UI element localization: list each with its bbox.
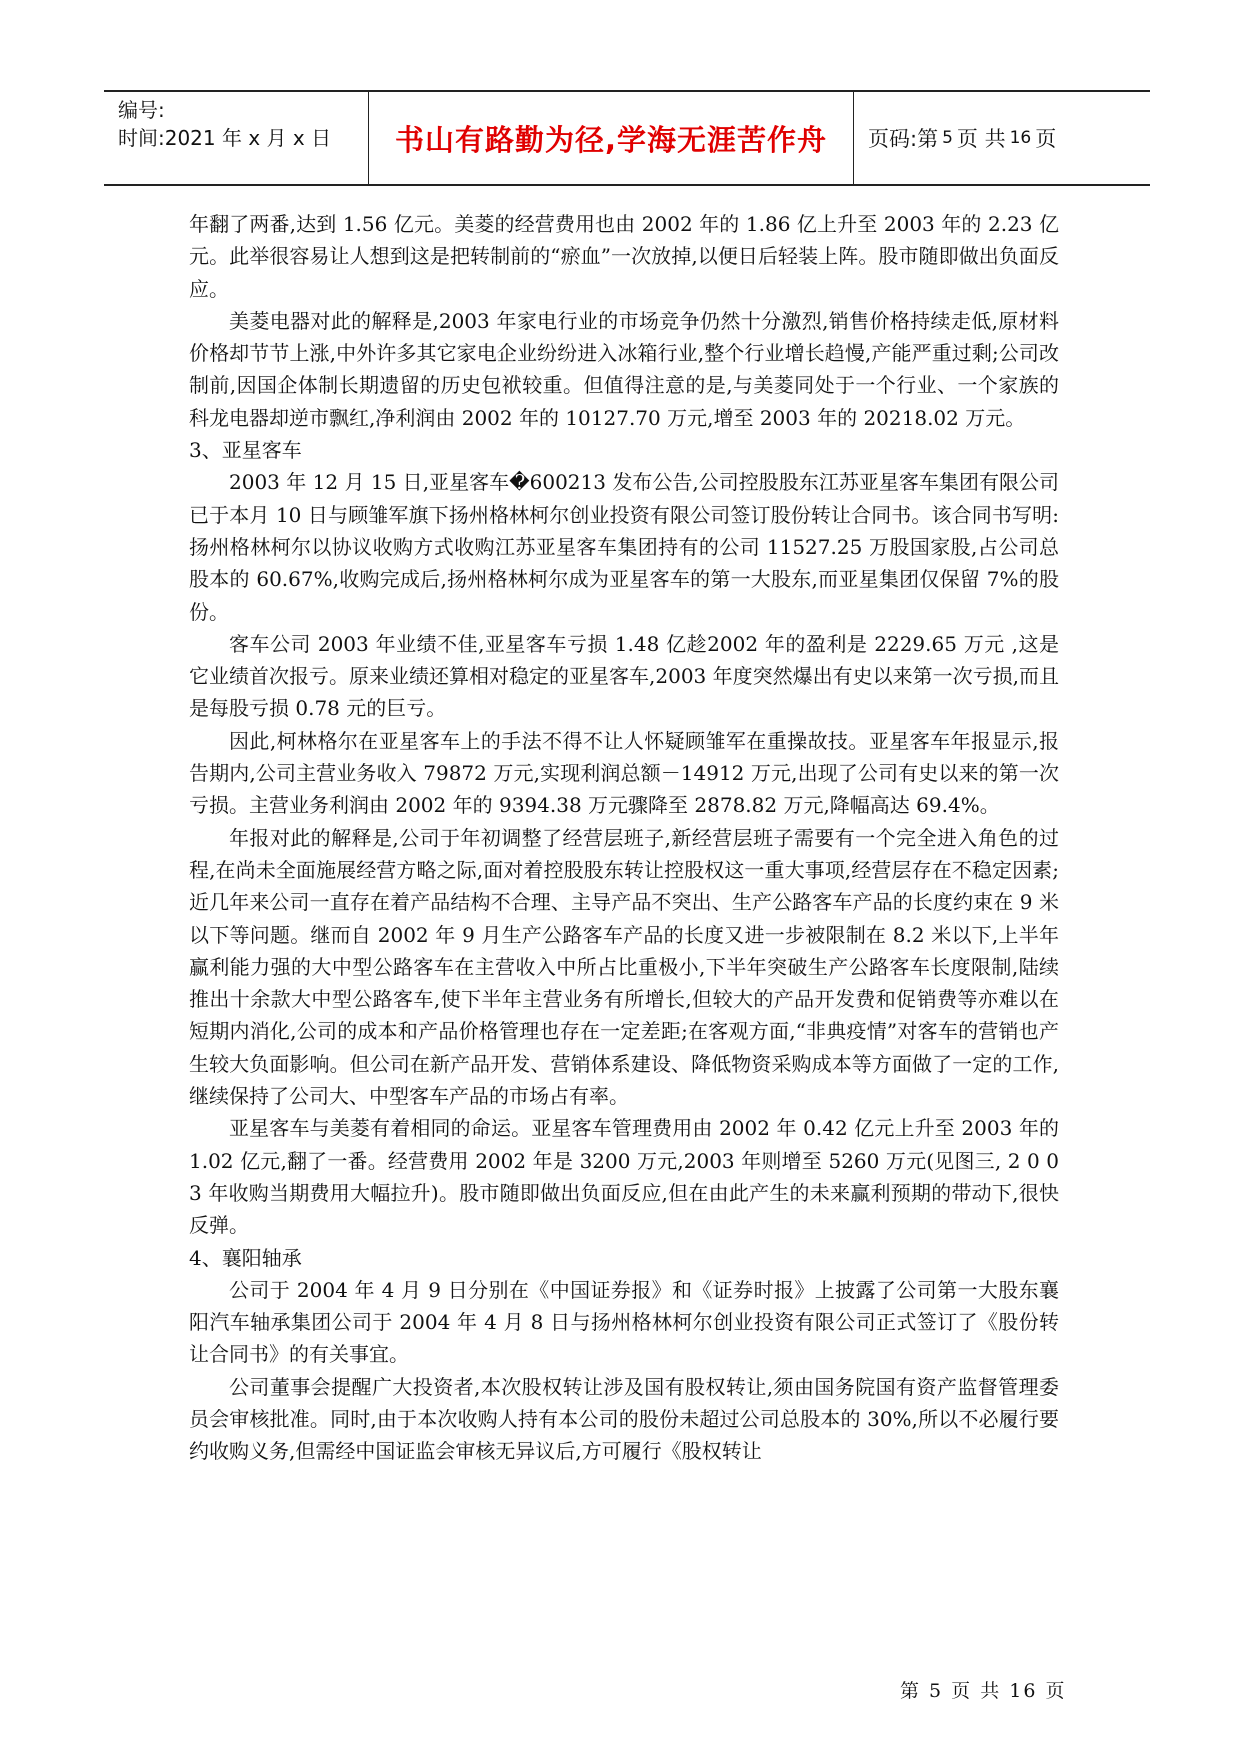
header-page-info (854, 92, 1150, 184)
paragraph: 年报对此的解释是,公司于年初调整了经营层班子,新经营层班子需要有一个完全进入角色的过程,在尚未全面施展经营方略之际,面对着控股股东转让控股权这一重大事项,经营层存在不稳定因素;近几年来公司一直存在着产品结构不合理、主导产品不突出、生产公路客车产品的长度约束在 9 米以下等问题。继而自 2002 年 9 月生产公路客车产品的长度又进一步被限制在 8.2 米以下,上半年赢利能力强的大中型公路客车在主营收入中所占比重极小,下半年突破生产公路客车长度限制,陆续推出十余款大中型公路客车,使下半年主营业务有所增长,但较大的产品开发费和促销费等亦难以在短期内消化,公司的成本和产品价格管理也存在一定差距;在客观方面,“非典疫情”对客车的营销也产生较大负面影响。但公司在新产品开发、营销体系建设、降低物资采购成本等方面做了一定的工作,继续保持了公司大、中型客车产品的市场占有率。 (189, 825, 1059, 1109)
page-number: 5 (942, 128, 953, 148)
paragraph: 因此,柯林格尔在亚星客车上的手法不得不让人怀疑顾雏军在重操故技。亚星客车年报显示,报告期内,公司主营业务收入 79872 万元,实现利润总额－14912 万元,出现了公司有史以来的第一次亏损。主营业务利润由 2002 年的 9394.38 万元骤降至 2878.82 万元,降幅高达 69.4%。 (189, 728, 1059, 818)
paragraph: 亚星客车与美菱有着相同的命运。亚星客车管理费用由 2002 年 0.42 亿元上升至 2003 年的 1.02 亿元,翻了一番。经营费用 2002 年是 3200 万元,2003 年则增至 5260 万元(见图三, 2 0 0 3 年收购当期费用大幅拉升)。股市随即做出负面反应,但在由此产生的未来赢利预期的带动下,很快反弹。 (189, 1116, 1059, 1238)
header-motto: 书山有路勤为径,学海无涯苦作舟 (369, 92, 854, 184)
paragraph: 年翻了两番,达到 1.56 亿元。美菱的经营费用也由 2002 年的 1.86 亿上升至 2003 年的 2.23 亿元。此举很容易让人想到这是把转制前的“瘀血”一次放掉,以便日后轻装上阵。股市随即做出负面反应。 (189, 212, 1059, 301)
paragraph: 公司董事会提醒广大投资者,本次股权转让涉及国有股权转让,须由国务院国有资产监督管理委员会审核批准。同时,由于本次收购人持有本公司的股份未超过公司总股本的 30%,所以不必履行要约收购义务,但需经中国证监会审核无异议后,方可履行《股权转让 (189, 1374, 1059, 1464)
section-heading: 4、襄阳轴承 (189, 1245, 302, 1270)
section-heading: 3、亚星客车 (189, 438, 302, 463)
document-body (189, 208, 1059, 1468)
page-total: 16 (1009, 128, 1032, 148)
code-label: 编号: (118, 98, 165, 122)
page-mid: 页 共 (956, 127, 1006, 151)
page-prefix: 页码:第 (868, 127, 939, 151)
time-label: 时间:2021 年 x 月 x 日 (118, 126, 332, 150)
paragraph: 美菱电器对此的解释是,2003 年家电行业的市场竞争仍然十分激烈,销售价格持续走低,原材料价格却节节上涨,中外许多其它家电企业纷纷进入冰箱行业,整个行业增长趋慢,产能严重过剩;公司改制前,因国企体制长期遗留的历史包袱较重。但值得注意的是,与美菱同处于一个行业、一个家族的科龙电器却逆市飘红,净利润由 2002 年的 10127.70 万元,增至 2003 年的 20218.02 万元。 (189, 308, 1059, 430)
header-meta (104, 92, 369, 184)
paragraph: 2003 年 12 月 15 日,亚星客车�600213 发布公告,公司控股股东江苏亚星客车集团有限公司已于本月 10 日与顾雏军旗下扬州格林柯尔创业投资有限公司签订股份转让合同书。该合同书写明:扬州格林柯尔以协议收购方式收购江苏亚星客车集团持有的公司 11527.25 万股国家股,占公司总股本的 60.67%,收购完成后,扬州格林柯尔成为亚星客车的第一大股东,而亚星集团仅保留 7%的股份。 (189, 470, 1059, 624)
page-header (104, 90, 1150, 186)
page-footer: 第 5 页 共 16 页 (900, 1680, 1067, 1702)
paragraph: 公司于 2004 年 4 月 9 日分别在《中国证券报》和《证券时报》上披露了公司第一大股东襄阳汽车轴承集团公司于 2004 年 4 月 8 日与扬州格林柯尔创业投资有限公司正式签订了《股份转让合同书》的有关事宜。 (189, 1277, 1059, 1367)
page-suffix: 页 (1035, 127, 1057, 151)
paragraph: 客车公司 2003 年业绩不佳,亚星客车亏损 1.48 亿趁2002 年的盈利是 2229.65 万元 ,这是它业绩首次报亏。原来业绩还算相对稳定的亚星客车,2003 年度突然爆出有史以来第一次亏损,而且是每股亏损 0.78 元的巨亏。 (189, 631, 1059, 721)
